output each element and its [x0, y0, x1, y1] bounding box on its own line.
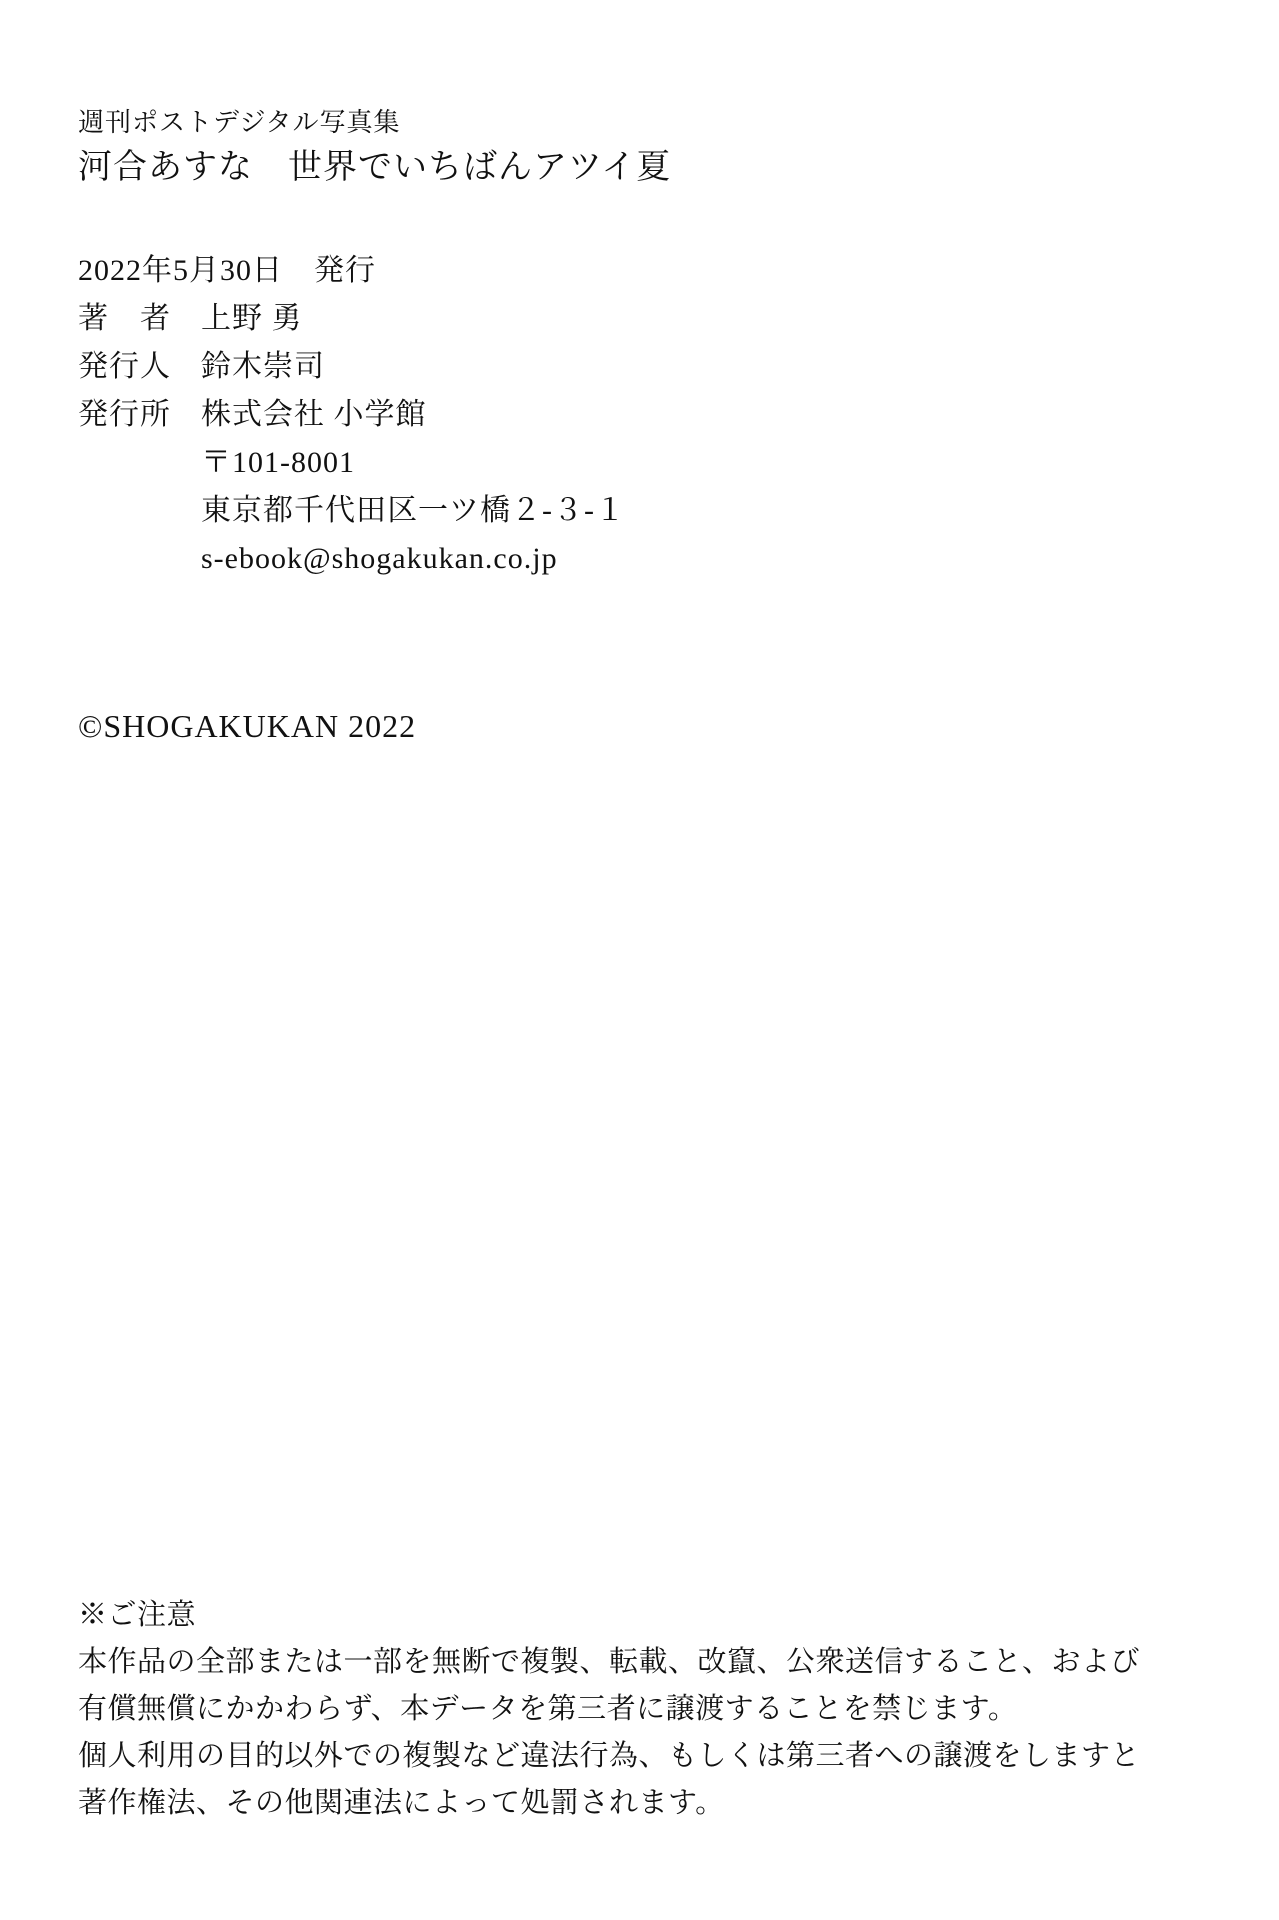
author-name: 上野 勇	[201, 302, 303, 335]
series-name: 週刊ポストデジタル写真集	[78, 108, 401, 137]
notice-line: 有償無償にかかわらず、本データを第三者に譲渡することを禁じます。	[78, 1693, 1018, 1725]
notice-block	[78, 1592, 1140, 1827]
issuer-label: 発行人	[78, 350, 171, 383]
publisher-postal-code: 〒101‐8001	[201, 446, 355, 479]
issuer-name: 鈴木崇司	[201, 350, 325, 383]
publication-date-line: 2022年5月30日 発行	[78, 254, 376, 287]
book-title: 河合あすな 世界でいちばんアツイ夏	[78, 149, 672, 186]
notice-line: 個人利用の目的以外での複製など違法行為、もしくは第三者への譲渡をしますと	[78, 1740, 1141, 1772]
publisher-label: 発行所	[78, 398, 171, 431]
notice-heading: ※ご注意	[78, 1599, 197, 1631]
publisher-email: s-ebook@shogakukan.co.jp	[201, 542, 558, 575]
publisher-address: 東京都千代田区一ツ橋２‐３‐１	[201, 494, 626, 527]
issuer-row	[78, 343, 626, 391]
author-label: 著 者	[78, 302, 171, 335]
book-header	[78, 103, 671, 193]
publisher-name: 株式会社 小学館	[201, 398, 427, 431]
publication-info	[78, 247, 626, 583]
notice-line: 本作品の全部または一部を無断で複製、転載、改竄、公衆送信すること、および	[78, 1646, 1141, 1678]
notice-line: 著作権法、その他関連法によって処罰されます。	[78, 1787, 725, 1819]
copyright-line: ©SHOGAKUKAN 2022	[78, 708, 417, 744]
publisher-row	[78, 391, 626, 439]
author-row	[78, 295, 626, 343]
